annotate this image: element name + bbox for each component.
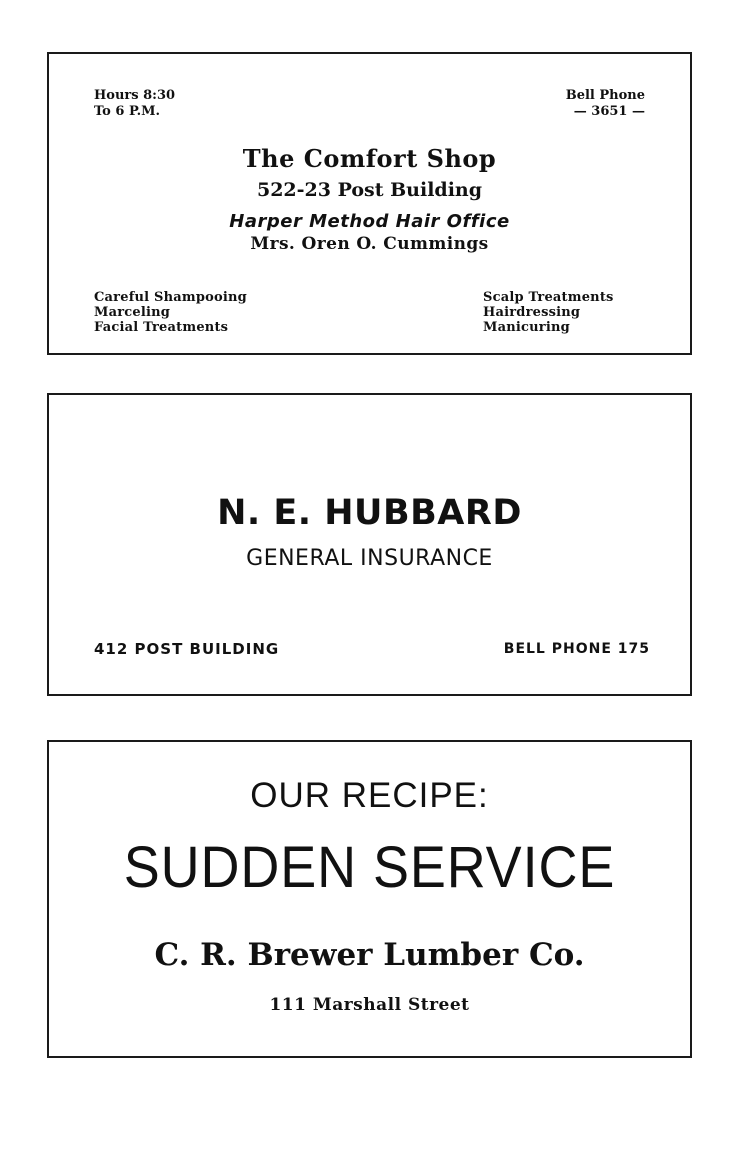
recipe-heading: OUR RECIPE: xyxy=(250,776,489,815)
company-address: 111 Marshall Street xyxy=(269,995,470,1015)
hubbard-business: GENERAL INSURANCE xyxy=(246,546,493,571)
slogan: SUDDEN SERVICE xyxy=(123,835,616,900)
proprietor-name: Mrs. Oren O. Cummings xyxy=(250,234,489,254)
hubbard-insurance-ad xyxy=(47,393,692,696)
hubbard-phone: BELL PHONE 175 xyxy=(503,641,650,657)
service-item: Manicuring xyxy=(483,320,570,335)
hubbard-address: 412 POST BUILDING xyxy=(94,640,280,658)
phone-line-2: — 3651 — xyxy=(573,104,645,119)
services-left xyxy=(94,290,247,335)
company-name: C. R. Brewer Lumber Co. xyxy=(154,937,585,973)
hours-block xyxy=(94,88,175,120)
method-line: Harper Method Hair Office xyxy=(229,211,510,232)
hours-line-2: To 6 P.M. xyxy=(94,104,161,119)
service-item: Careful Shampooing xyxy=(94,290,247,305)
shop-name: The Comfort Shop xyxy=(242,144,497,173)
services-right xyxy=(483,290,614,335)
comfort-shop-ad xyxy=(47,52,692,355)
hours-line-1: Hours 8:30 xyxy=(94,88,176,103)
service-item: Facial Treatments xyxy=(94,320,229,335)
brewer-lumber-ad xyxy=(47,740,692,1058)
shop-address: 522-23 Post Building xyxy=(256,179,483,201)
hubbard-name: N. E. HUBBARD xyxy=(217,493,522,533)
service-item: Hairdressing xyxy=(483,305,581,320)
service-item: Scalp Treatments xyxy=(483,290,614,305)
phone-line-1: Bell Phone xyxy=(565,88,645,103)
phone-block xyxy=(566,88,645,120)
service-item: Marceling xyxy=(94,305,171,320)
